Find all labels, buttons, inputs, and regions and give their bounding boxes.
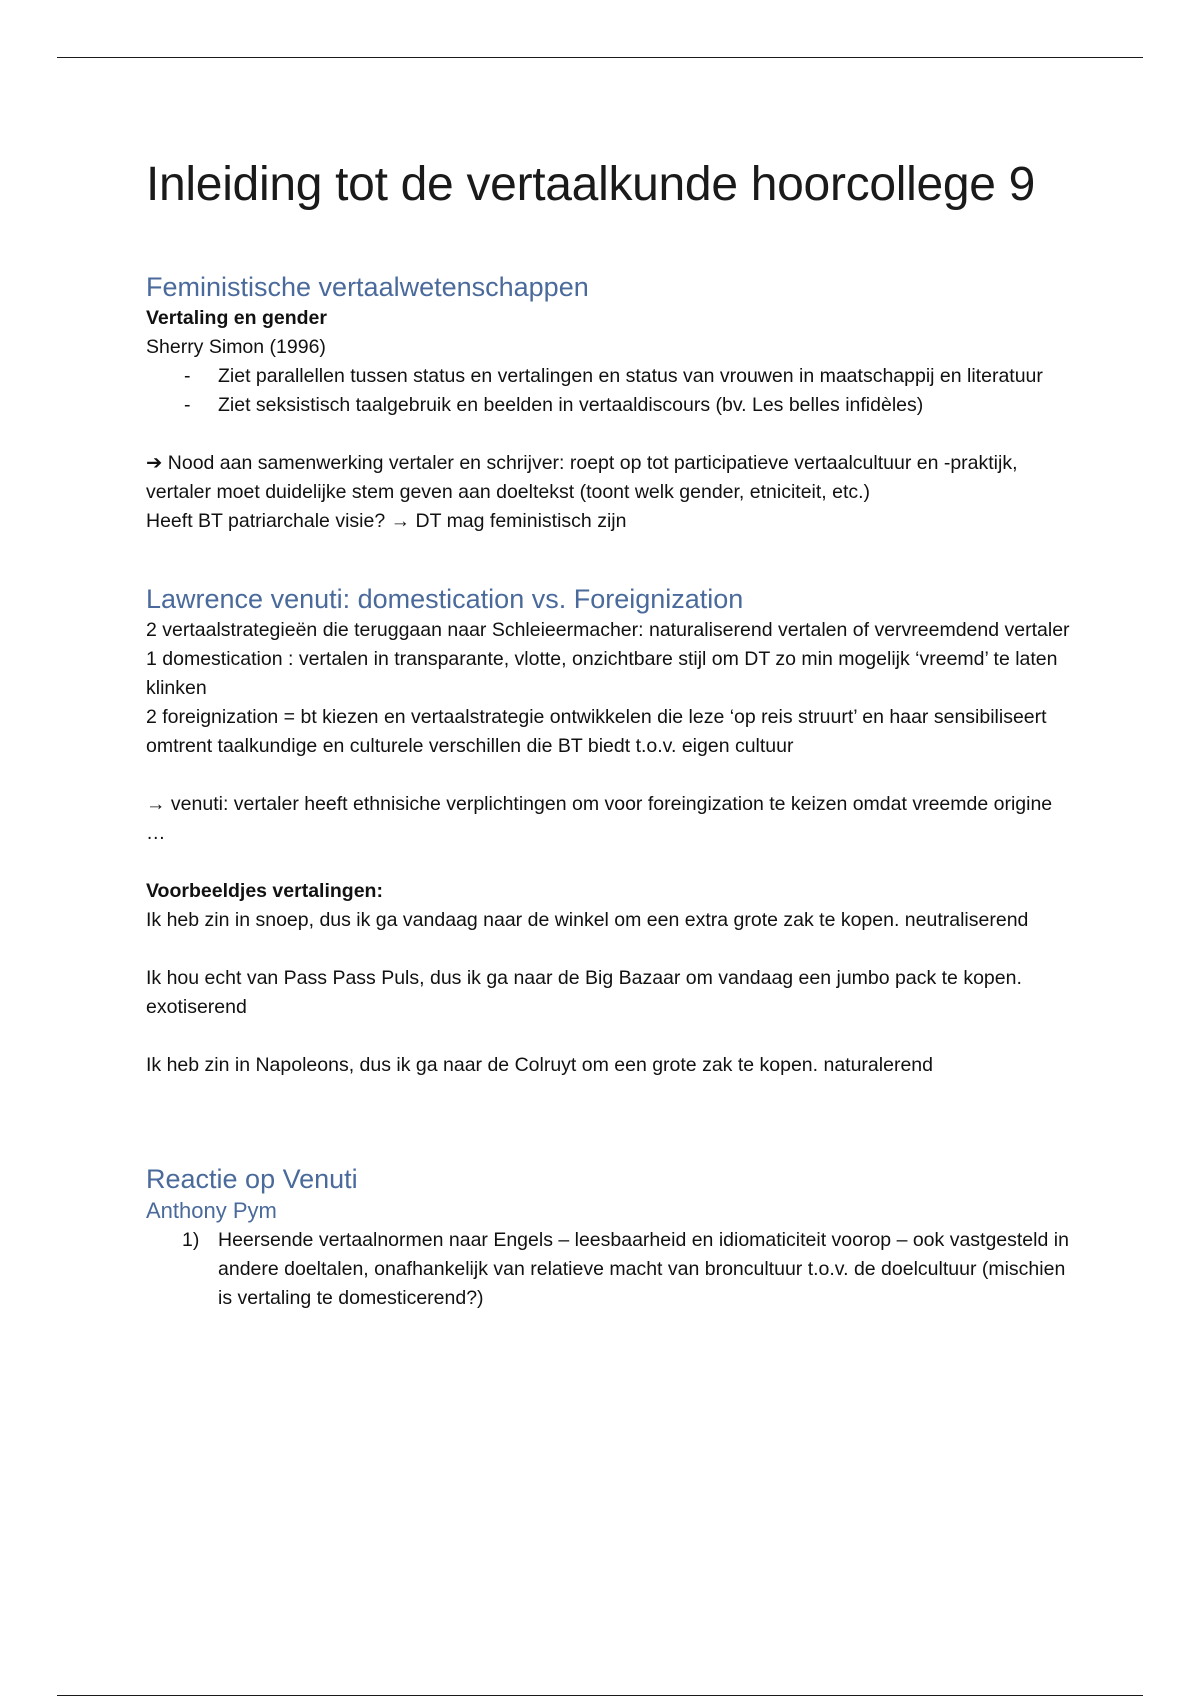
feminist-question: Heeft BT patriarchale visie? → DT mag feministisch zijn [146,510,627,532]
feminist-bullet-list [146,362,1076,420]
author-simon: Sherry Simon (1996) [146,336,326,358]
feminist-conclusion: ➔ Nood aan samenwerking vertaler en schrijver: roept op tot participatieve vertaalcultuur en -praktijk, vertaler moet duidelijke stem geven aan doeltekst (toont welk gender, etniciteit, etc.) [146,452,1018,503]
document-title: Inleiding tot de vertaalkunde hoorcollege 9 [146,158,1036,211]
list-item: - Ziet seksistisch taalgebruik en beelden in vertaaldiscours (bv. Les belles infidèles) [146,391,1076,420]
arrow-icon: ➔ [146,452,163,474]
list-item: - Ziet parallellen tussen status en vertalingen en status van vrouwen in maatschappij en literatuur [146,362,1076,391]
number-marker: 1) [182,1229,200,1251]
top-rule [57,57,1143,58]
section-heading-reaction: Reactie op Venuti [146,1164,358,1194]
subheading-gender: Vertaling en gender [146,307,327,329]
example-exotiserend: Ik hou echt van Pass Pass Puls, dus ik ga naar de Big Bazaar om vandaag een jumbo pack te kopen. exotiserend [146,967,1022,1018]
venuti-foreignization: 2 foreignization = bt kiezen en vertaalstrategie ontwikkelen die leze ‘op reis struurt’ en haar sensibiliseert omtrent taalkundige en culturele verschillen die BT biedt t.o.v. eigen cultuur [146,706,1047,757]
reaction-numbered-list [146,1226,1076,1313]
example-naturalerend: Ik heb zin in Napoleons, dus ik ga naar de Colruyt om een grote zak te kopen. naturalerend [146,1054,933,1076]
bottom-rule [57,1695,1143,1696]
subheading-pym: Anthony Pym [146,1198,277,1223]
document-page [146,150,1076,1313]
venuti-note: → venuti: vertaler heeft ethnisiche verplichtingen om voor foreingization te keizen omdat vreemde origine … [146,793,1053,844]
section-heading-venuti: Lawrence venuti: domestication vs. Foreignization [146,584,744,614]
section-heading-feminist: Feministische vertaalwetenschappen [146,272,589,302]
example-neutraliserend: Ik heb zin in snoep, dus ik ga vandaag naar de winkel om een extra grote zak te kopen. neutraliserend [146,909,1029,931]
examples-heading: Voorbeeldjes vertalingen: [146,880,383,902]
venuti-intro: 2 vertaalstrategieën die teruggaan naar Schleieermacher: naturaliserend vertalen of vervreemdend vertaler [146,619,1070,641]
list-item: 1) Heersende vertaalnormen naar Engels – leesbaarheid en idiomaticiteit voorop – ook vastgesteld in andere doeltalen, onafhankelijk van relatieve macht van broncultuur t.o.v. de doelcultuur (mischien is vertaling te domesticerend?) [146,1226,1076,1313]
dash-marker: - [184,394,191,416]
dash-marker: - [184,365,191,387]
venuti-domestication: 1 domestication : vertalen in transparante, vlotte, onzichtbare stijl om DT zo min mogelijk ‘vreemd’ te laten klinken [146,648,1058,699]
